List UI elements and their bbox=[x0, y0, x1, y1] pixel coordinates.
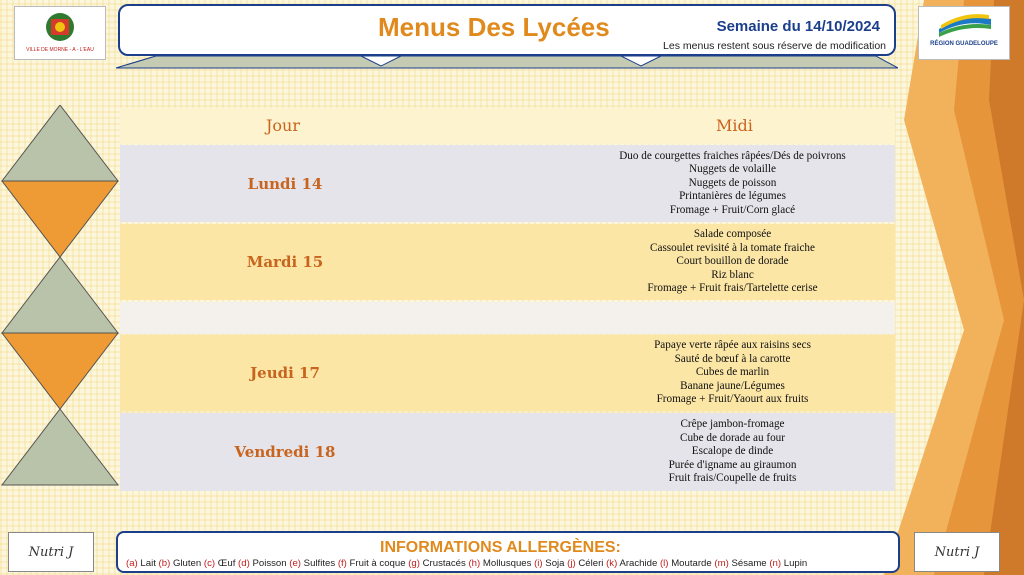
meal-item: Fromage + Fruit/Yaourt aux fruits bbox=[656, 393, 809, 406]
allergen-name: Moutarde bbox=[671, 558, 712, 569]
day-label: Jeudi 17 bbox=[250, 364, 320, 382]
meal-list bbox=[570, 145, 895, 222]
day-label: Mardi 15 bbox=[246, 253, 324, 271]
table-row bbox=[120, 413, 895, 491]
allergen-name: Lait bbox=[140, 558, 156, 569]
meal-item: Fruit frais/Coupelle de fruits bbox=[668, 472, 797, 485]
allergen-code: (c) bbox=[203, 558, 216, 569]
nutri-logo-left: Nutri J bbox=[8, 532, 94, 572]
empty-row bbox=[120, 302, 895, 334]
meal-item: Riz blanc bbox=[711, 268, 754, 281]
meal-list bbox=[570, 413, 895, 491]
header-banner bbox=[118, 4, 896, 56]
meal-item: Fromage + Fruit/Corn glacé bbox=[669, 203, 796, 216]
day-label: Lundi 14 bbox=[247, 174, 323, 193]
town-logo bbox=[14, 6, 106, 60]
allergen-code: (h) bbox=[468, 558, 481, 569]
allergen-name: Arachide bbox=[619, 558, 658, 569]
allergen-code: (d) bbox=[238, 558, 250, 569]
region-logo bbox=[918, 6, 1010, 60]
allergen-name: Sulfites bbox=[303, 558, 336, 569]
meal-item: Escalope de dinde bbox=[691, 445, 774, 458]
week-label: Semaine du 14/10/2024 bbox=[716, 18, 880, 35]
meal-item: Nuggets de volaille bbox=[689, 163, 776, 176]
meal-item: Cassoulet revisité à la tomate fraiche bbox=[650, 241, 815, 254]
meal-item: Salade composée bbox=[693, 228, 772, 241]
meal-item: Cubes de marlin bbox=[695, 366, 770, 379]
header-ribbon bbox=[116, 54, 898, 70]
allergen-code: (l) bbox=[659, 558, 669, 569]
nutri-logo-right: Nutri J bbox=[914, 532, 1000, 572]
menu-table bbox=[120, 108, 895, 485]
allergen-name: Lupin bbox=[783, 558, 808, 569]
meal-item: Nuggets de poisson bbox=[688, 176, 777, 189]
allergen-code: (f) bbox=[337, 558, 347, 569]
allergen-code: (n) bbox=[769, 558, 782, 569]
allergen-name: Crustacés bbox=[422, 558, 466, 569]
table-row bbox=[120, 224, 895, 300]
allergen-name: Soja bbox=[545, 558, 565, 569]
allergen-code: (k) bbox=[606, 558, 618, 569]
table-header bbox=[120, 108, 895, 144]
menu-notice: Les menus restent sous réserve de modification bbox=[663, 40, 886, 52]
left-decoration bbox=[0, 105, 120, 535]
day-column-header: Jour bbox=[266, 116, 300, 135]
meal-item: Banane jaune/Légumes bbox=[680, 379, 785, 392]
allergen-name: Sésame bbox=[731, 558, 767, 569]
meal-item: Sauté de bœuf à la carotte bbox=[674, 352, 791, 365]
meal-item: Crêpe jambon-fromage bbox=[680, 418, 785, 431]
allergen-title: INFORMATIONS ALLERGÈNES: bbox=[380, 539, 621, 556]
allergen-code: (m) bbox=[714, 558, 729, 569]
region-logo-text: RÉGION GUADELOUPE bbox=[930, 41, 998, 47]
page-title: Menus Des Lycées bbox=[378, 12, 610, 42]
allergen-name: Œuf bbox=[217, 558, 236, 569]
meal-list bbox=[570, 224, 895, 300]
allergen-code: (a) bbox=[126, 558, 138, 569]
allergen-code: (j) bbox=[567, 558, 576, 569]
meal-item: Court bouillon de dorade bbox=[676, 255, 789, 268]
meal-column-header: Midi bbox=[716, 116, 753, 135]
allergen-name: Gluten bbox=[172, 558, 202, 569]
allergen-list bbox=[126, 558, 807, 569]
allergen-name: Mollusques bbox=[482, 558, 532, 569]
allergen-name: Poisson bbox=[252, 558, 287, 569]
allergen-name: Fruit à coque bbox=[349, 558, 406, 569]
allergen-footer bbox=[116, 531, 900, 573]
allergen-name: Céleri bbox=[578, 558, 604, 569]
table-row bbox=[120, 145, 895, 222]
allergen-code: (b) bbox=[158, 558, 171, 569]
meal-item: Purée d'igname au giraumon bbox=[668, 458, 797, 471]
allergen-code: (e) bbox=[289, 558, 301, 569]
allergen-code: (g) bbox=[408, 558, 420, 569]
table-row bbox=[120, 335, 895, 411]
day-label: Vendredi 18 bbox=[234, 443, 336, 461]
meal-item: Papaye verte râpée aux raisins secs bbox=[654, 339, 811, 352]
meal-item: Duo de courgettes fraiches râpées/Dés de poivrons bbox=[619, 149, 846, 162]
meal-item: Printanières de légumes bbox=[679, 190, 786, 203]
town-logo-caption: VILLE DE MORNE - A - L'EAU bbox=[26, 47, 94, 53]
allergen-code: (i) bbox=[534, 558, 543, 569]
meal-list bbox=[570, 335, 895, 411]
meal-item: Cube de dorade au four bbox=[680, 431, 785, 444]
meal-item: Fromage + Fruit frais/Tartelette cerise bbox=[647, 282, 818, 295]
